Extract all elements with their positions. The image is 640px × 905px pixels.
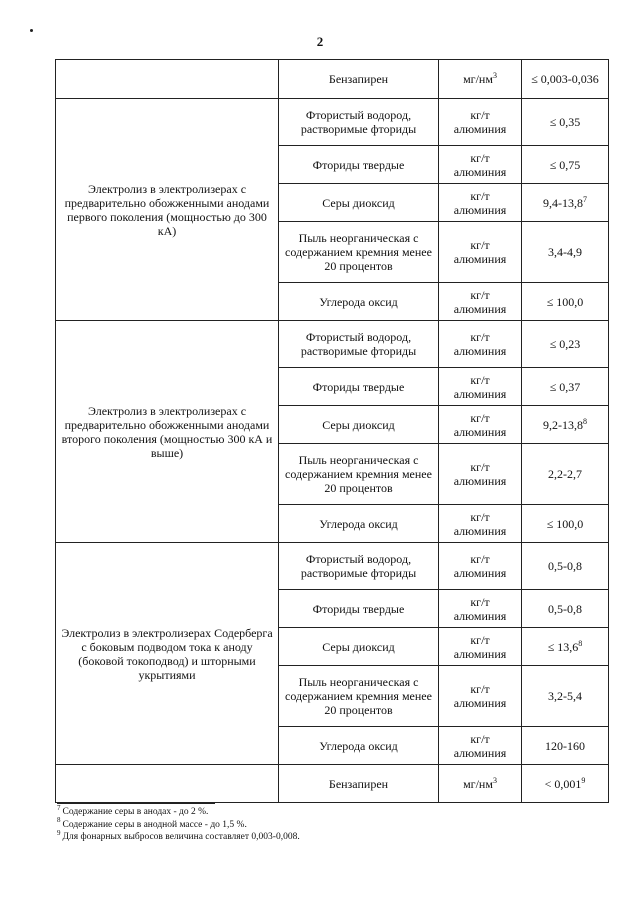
footnote-text: Содержание серы в анодах - до 2 %. (62, 807, 209, 817)
unit-cell (439, 406, 522, 444)
unit-text: кг/т алюминия (453, 509, 507, 538)
unit-cell (439, 321, 522, 368)
unit-cell (439, 543, 522, 590)
substance-cell: Углерода оксид (279, 283, 439, 321)
value-text: ≤ 13,6 (547, 639, 579, 654)
footnote-rule (57, 803, 215, 804)
unit-superscript: 3 (492, 71, 497, 80)
value-text: ≤ 0,75 (549, 157, 581, 172)
value-cell (522, 99, 609, 146)
table-row (56, 321, 609, 368)
value-cell: ≤ 0,003-0,036 (522, 60, 609, 99)
substance-cell: Серы диоксид (279, 184, 439, 222)
table-row (56, 765, 609, 803)
table-row (56, 60, 609, 99)
substance-cell: Фтористый водород, растворимые фториды (279, 321, 439, 368)
unit-cell (439, 184, 522, 222)
unit-text: кг/т алюминия (453, 682, 507, 710)
unit-text: кг/т алюминия (453, 150, 507, 179)
value-cell (522, 628, 609, 666)
value-cell (522, 765, 609, 803)
value-superscript: 9 (581, 775, 586, 785)
unit-text: кг/т алюминия (453, 410, 507, 439)
substance-cell: Серы диоксид (279, 628, 439, 666)
value-text: ≤ 100,0 (546, 294, 584, 309)
unit-cell (439, 727, 522, 765)
unit-text: кг/т алюминия (453, 552, 507, 580)
unit-text: мг/нм (463, 72, 493, 86)
substance-cell: Фториды твердые (279, 368, 439, 406)
substance-cell: Фтористый водород, растворимые фториды (279, 543, 439, 590)
unit-text: кг/т алюминия (453, 594, 507, 623)
value-cell (522, 727, 609, 765)
value-superscript: 7 (583, 194, 587, 204)
footnote-mark: 8 (57, 816, 61, 825)
unit-text: кг/т алюминия (453, 330, 507, 358)
unit-cell (439, 628, 522, 666)
unit-cell (439, 99, 522, 146)
unit-text: кг/т алюминия (453, 632, 507, 661)
value-cell (522, 666, 609, 727)
process-cell-empty (56, 60, 279, 99)
value-text: 2,2-2,7 (548, 467, 582, 481)
substance-cell: Бензапирен (279, 60, 439, 99)
footnote (57, 803, 597, 819)
substance-cell: Пыль неорганическая с содержанием кремния менее 20 процентов (279, 444, 439, 505)
unit-text: кг/т алюминия (453, 188, 507, 217)
unit-text: кг/т алюминия (453, 731, 507, 760)
table-row (56, 99, 609, 146)
substance-cell: Углерода оксид (279, 505, 439, 543)
unit-text: мг/нм (463, 776, 493, 791)
substance-cell: Пыль неорганическая с содержанием кремния менее 20 процентов (279, 222, 439, 283)
unit-text: кг/т алюминия (453, 460, 507, 488)
substance-cell: Углерода оксид (279, 727, 439, 765)
process-cell-empty (56, 765, 279, 803)
value-cell (522, 321, 609, 368)
footnotes (57, 803, 597, 844)
value-cell (522, 368, 609, 406)
substance-cell: Пыль неорганическая с содержанием кремния менее 20 процентов (279, 666, 439, 727)
value-cell (522, 283, 609, 321)
substance-cell: Серы диоксид (279, 406, 439, 444)
value-text: 3,2-5,4 (548, 689, 582, 703)
value-text: < 0,001 (544, 776, 582, 791)
footnote-text: Для фонарных выбросов величина составляет 0,003-0,008. (62, 832, 300, 842)
unit-cell (439, 368, 522, 406)
unit-text: кг/т алюминия (453, 108, 507, 136)
value-text: ≤ 0,35 (549, 115, 581, 129)
unit-cell (439, 444, 522, 505)
value-text: ≤ 0,23 (549, 337, 581, 351)
emissions-table-body (56, 60, 609, 803)
unit-cell (439, 146, 522, 184)
value-cell (522, 543, 609, 590)
value-cell (522, 222, 609, 283)
value-cell (522, 505, 609, 543)
value-text: ≤ 0,37 (549, 379, 581, 394)
unit-text: кг/т алюминия (453, 372, 507, 401)
unit-cell (439, 765, 522, 803)
unit-cell (439, 60, 522, 99)
footnote-text: Содержание серы в анодной массе - до 1,5 %. (62, 819, 247, 830)
unit-cell (439, 590, 522, 628)
unit-cell (439, 666, 522, 727)
unit-cell (439, 222, 522, 283)
unit-text: кг/т алюминия (453, 238, 507, 266)
unit-superscript: 3 (492, 775, 497, 785)
footnote-mark: 7 (57, 803, 61, 812)
unit-cell (439, 283, 522, 321)
table-row (56, 543, 609, 590)
substance-cell: Фтористый водород, растворимые фториды (279, 99, 439, 146)
value-text: 3,4-4,9 (548, 245, 582, 259)
footnote (57, 828, 597, 844)
process-cell: Электролиз в электролизерах с предварительно обожженными анодами первого поколения (мощностью до 300 кА) (56, 99, 279, 321)
substance-cell: Бензапирен (279, 765, 439, 803)
process-cell: Электролиз в электролизерах с предварительно обожженными анодами второго поколения (мощностью 300 кА и выше) (56, 321, 279, 543)
value-text: 9,4-13,8 (543, 195, 583, 210)
unit-text: кг/т алюминия (453, 287, 507, 316)
substance-cell: Фториды твердые (279, 146, 439, 184)
unit-cell (439, 505, 522, 543)
emissions-table (55, 59, 609, 803)
footnote (57, 816, 597, 832)
value-cell (522, 184, 609, 222)
value-superscript: 8 (583, 416, 587, 426)
value-cell (522, 590, 609, 628)
value-cell (522, 406, 609, 444)
value-text: ≤ 100,0 (546, 516, 584, 531)
footnote-mark: 9 (57, 828, 61, 837)
process-cell: Электролиз в электролизерах Содерберга с боковым подводом тока к аноду (боковой токоподвод) и шторными укрытиями (56, 543, 279, 765)
value-text: 0,5-0,8 (548, 559, 582, 573)
substance-cell: Фториды твердые (279, 590, 439, 628)
value-text: 120-160 (545, 738, 585, 753)
value-text: 0,5-0,8 (548, 601, 582, 616)
scan-dot (30, 29, 33, 32)
value-cell (522, 444, 609, 505)
value-text: 9,2-13,8 (543, 417, 583, 432)
page-number: 2 (316, 34, 324, 49)
value-cell (522, 146, 609, 184)
value-superscript: 8 (578, 638, 583, 648)
